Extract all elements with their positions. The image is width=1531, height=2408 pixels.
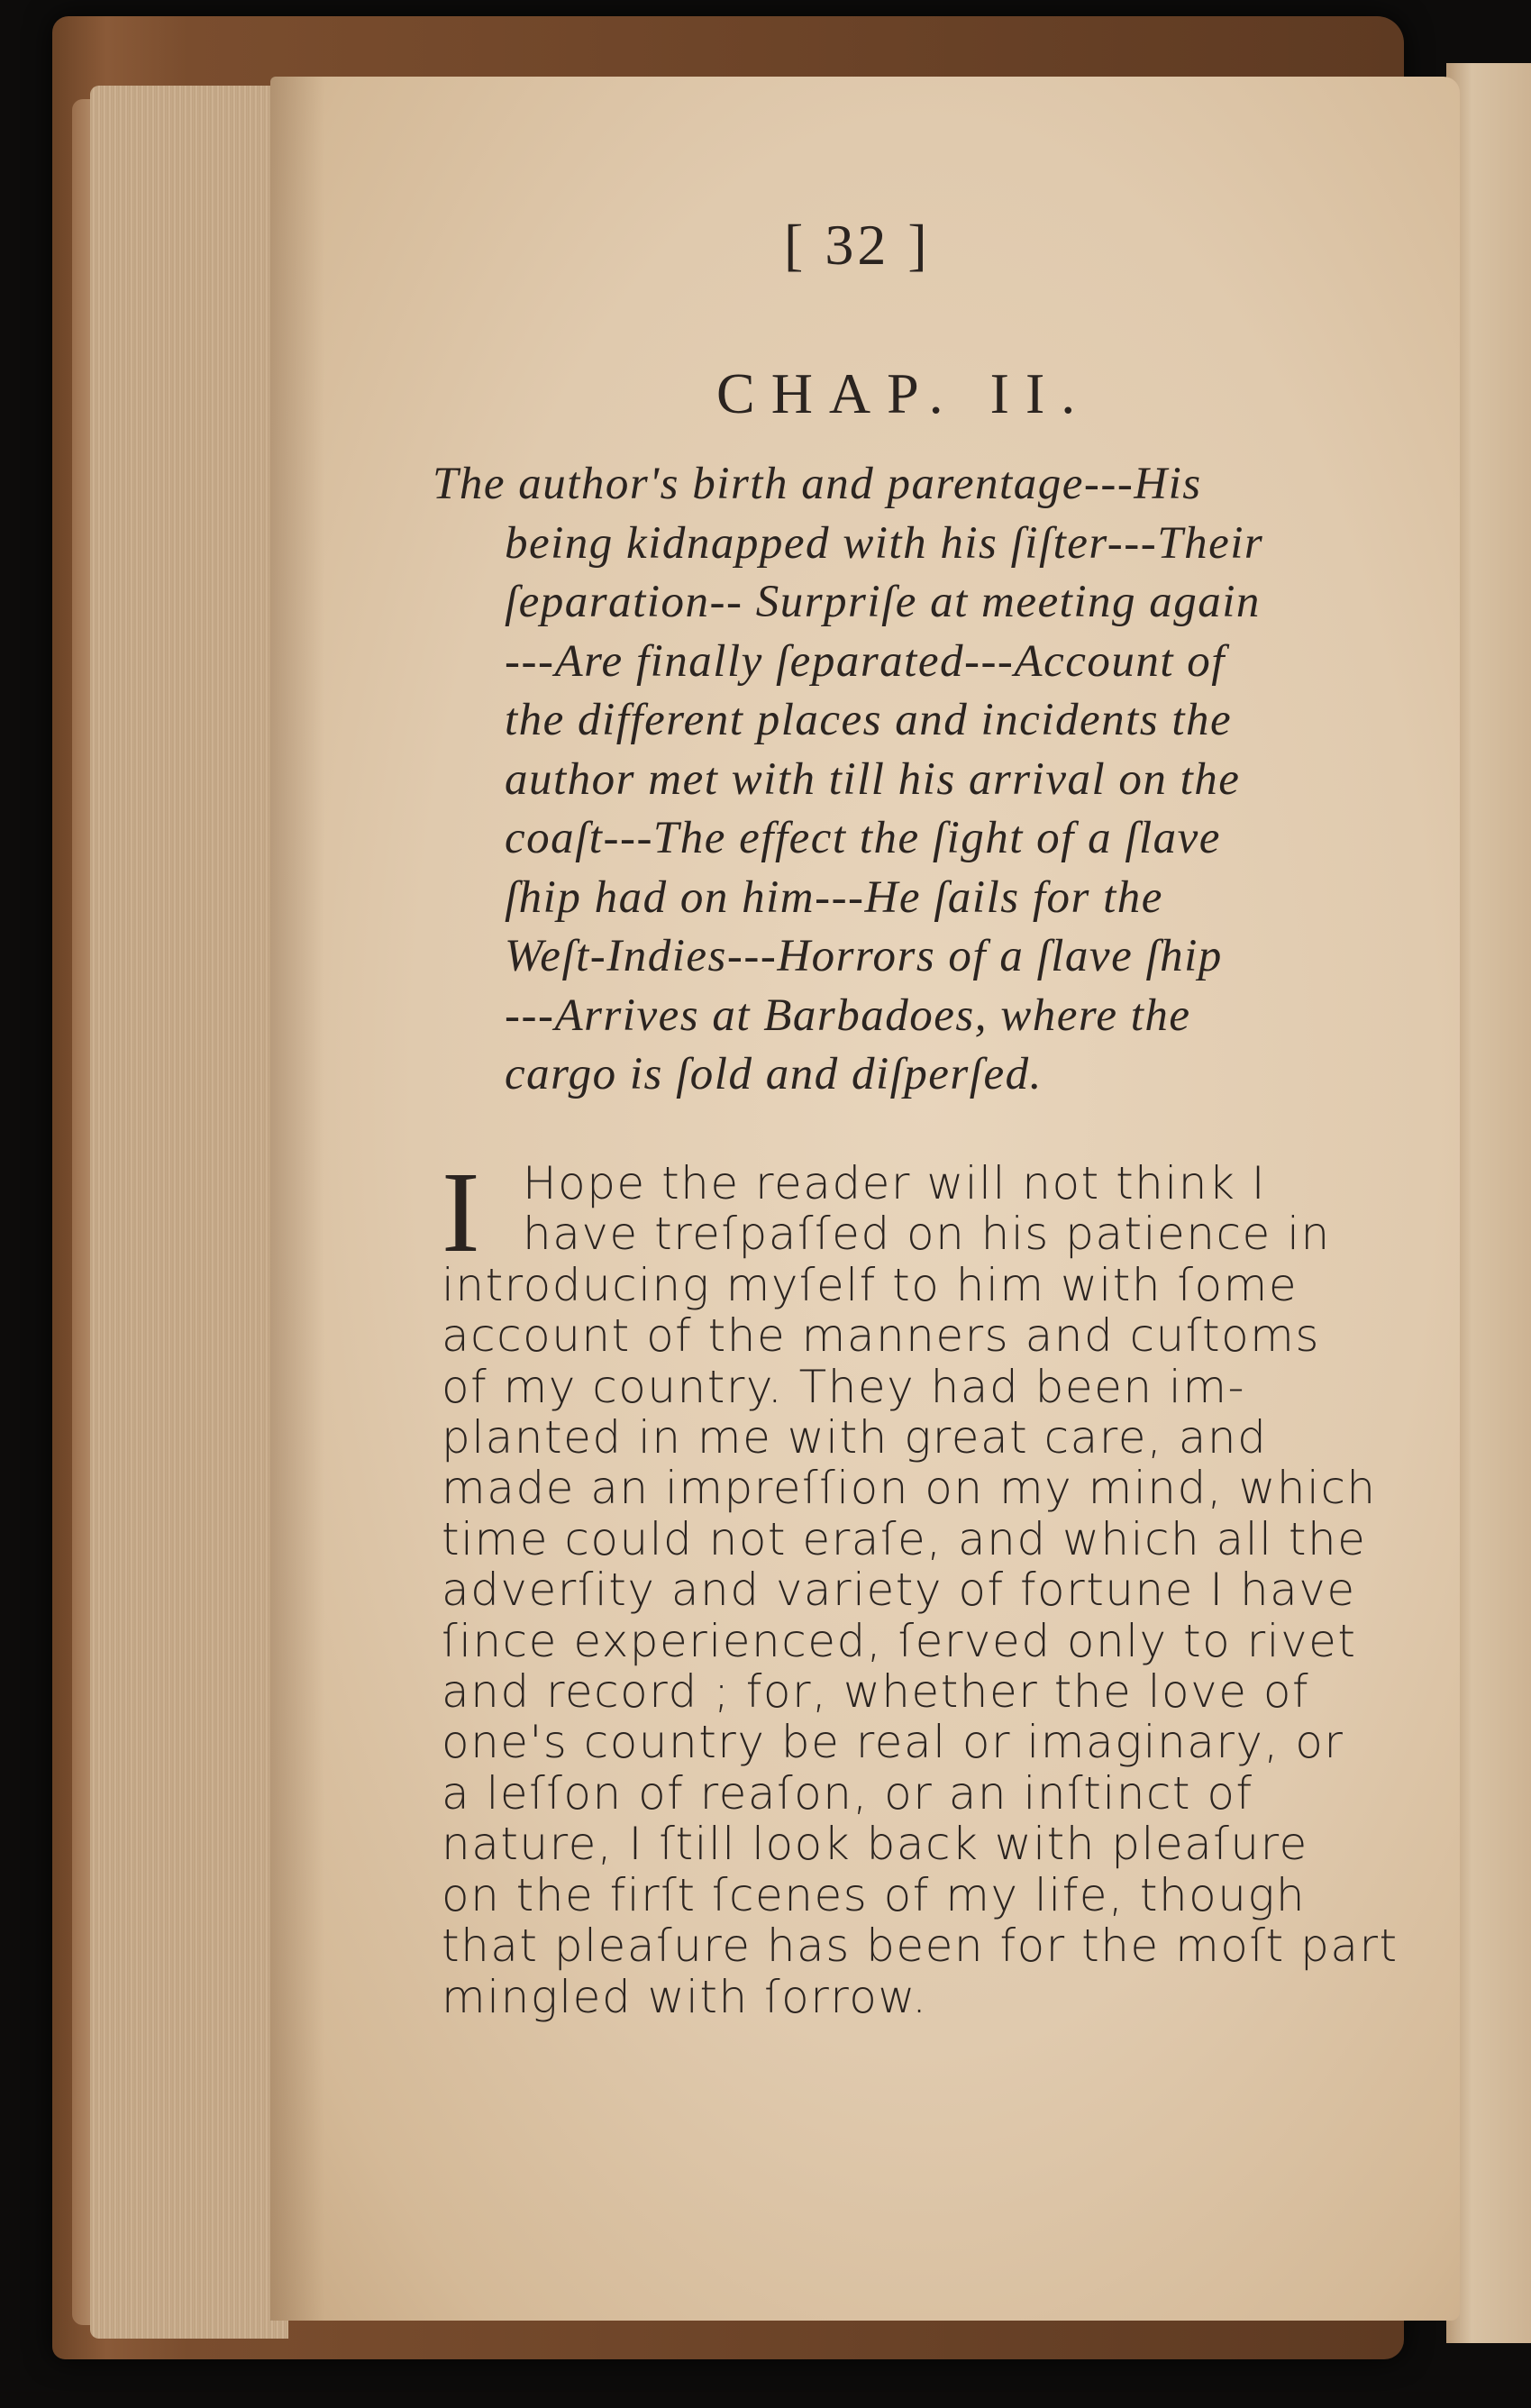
- argument-line: the different places and incidents the: [505, 695, 1233, 745]
- body-line: Hope the reader will not think I: [523, 1157, 1267, 1209]
- argument-line: ---Arrives at Barbadoes, where the: [505, 990, 1191, 1041]
- argument-line: ſeparation-- Surpriſe at meeting again: [505, 577, 1261, 627]
- body-line: mingled with ſorrow.: [442, 1970, 928, 2023]
- page-number-header: [ 32 ]: [784, 213, 931, 277]
- body-line: planted in me with great care, and: [442, 1411, 1268, 1464]
- body-line: and record ; for, whether the love of: [442, 1665, 1310, 1719]
- page-edges: [90, 86, 288, 2339]
- body-line: introducing myſelf to him with ſome: [442, 1258, 1299, 1311]
- body-line: that pleaſure has been for the moſt part: [442, 1920, 1399, 1973]
- body-line: a leſſon of reaſon, or an inſtinct of: [442, 1766, 1253, 1820]
- body-line: made an impreſſion on my mind, which: [442, 1462, 1377, 1515]
- argument-line: The author's birth and parentage---His: [433, 459, 1202, 509]
- drop-cap: I: [442, 1148, 480, 1276]
- argument-line: Weſt-Indies---Horrors of a ſlave ſhip: [505, 931, 1223, 981]
- page-gutter-shadow: [270, 77, 324, 2321]
- body-paragraph: [442, 1148, 1460, 2023]
- body-line: one's country be real or imaginary, or: [442, 1716, 1344, 1769]
- body-line: of my country. They had been im-: [442, 1360, 1246, 1413]
- body-line: account of the manners and cuſtoms: [442, 1309, 1320, 1363]
- body-line: nature, I ſtill look back with pleaſure: [442, 1818, 1308, 1871]
- chapter-argument: [433, 455, 1442, 1105]
- body-line: have treſpaſſed on his patience in: [523, 1208, 1331, 1261]
- argument-line: being kidnapped with his ſiſter---Their: [505, 517, 1264, 569]
- argument-line: coaſt---The effect the ſight of a ſlave: [505, 813, 1221, 863]
- body-line: adverſity and variety of fortune I have: [442, 1564, 1356, 1617]
- argument-line: author met with till his arrival on the: [505, 753, 1241, 805]
- chapter-title: CHAP. II.: [716, 361, 1092, 425]
- body-line: on the firſt ſcenes of my life, though: [442, 1868, 1307, 1921]
- body-line: time could not eraſe, and which all the: [442, 1512, 1367, 1565]
- argument-line: ---Are finally ſeparated---Account of: [505, 635, 1226, 687]
- body-line: ſince experienced, ſerved only to rivet: [442, 1614, 1357, 1667]
- argument-line: cargo is ſold and diſperſed.: [505, 1049, 1043, 1099]
- argument-line: ſhip had on him---He ſails for the: [505, 871, 1163, 923]
